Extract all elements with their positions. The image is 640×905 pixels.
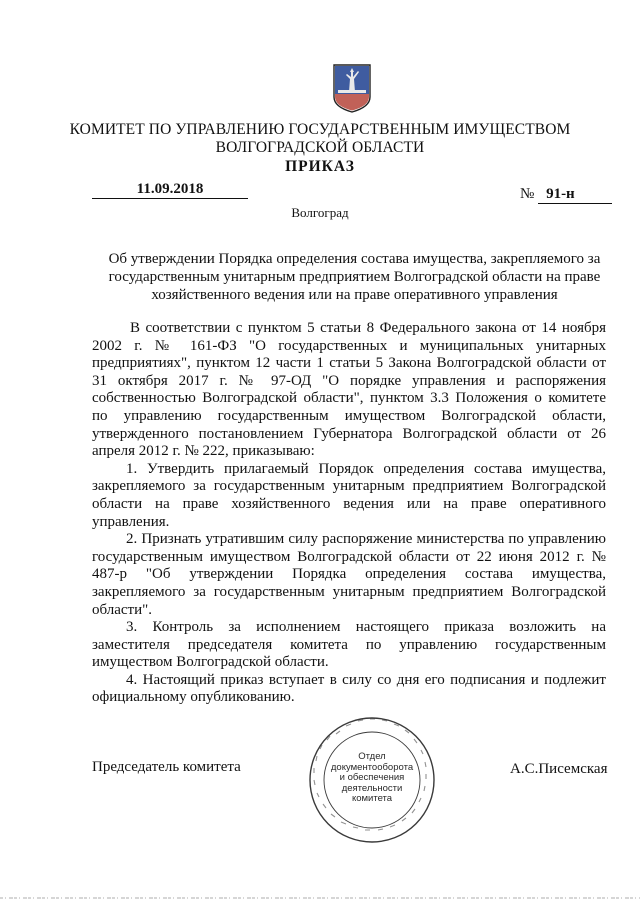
body-paragraph-preamble: В соответствии с пунктом 5 статьи 8 Федерального закона от 14 ноября 2002 г. № 161-ФЗ "О государственных и муниципальных унитарных предприятиях", пунктом 12 части 1 статьи 5 Закона Волгоградской области от 31 октября 2017 г. № 97-ОД "О порядке управления и распоряжения собственностью Волгоградской области", пунктом 3.3 Положения о комитете по управлению государственным имуществом Волгоградской области, утвержденного постановлением Губернатора Волгоградской области от 26 апреля 2012 г. № 222, приказываю: <box>92 320 606 460</box>
document-date: 11.09.2018 <box>92 181 248 199</box>
stamp-text-line: и обеспечения <box>339 772 405 783</box>
stamp-text-line: Отдел <box>358 751 386 762</box>
body-paragraph-item-4: 4. Настоящий приказ вступает в силу со дня его подписания и подлежит официальному опубликованию. <box>92 671 606 706</box>
document-number-label: № <box>520 186 535 202</box>
organization-name-line1: КОМИТЕТ ПО УПРАВЛЕНИЮ ГОСУДАРСТВЕННЫМ ИМУЩЕСТВОМ <box>69 121 571 138</box>
signatory-name: А.С.Писемская <box>510 761 608 777</box>
stamp-text-line: документооборота <box>330 761 414 773</box>
body-paragraph-item-3: 3. Контроль за исполнением настоящего приказа возложить на заместителя председателя комитета по управлению государственным имуществом Волгоградской области. <box>92 619 606 671</box>
body-paragraph-item-2: 2. Признать утратившим силу распоряжение министерства по управлению государственным имуществом Волгоградской области от 22 июня 2012 г. № 487-р "Об утверждении Порядка определения состава имущества, закрепляемого за государственным унитарным предприятием Волгоградской области". <box>92 531 606 618</box>
document-city: Волгоград <box>291 205 349 220</box>
signatory-position: Председатель комитета <box>92 759 241 775</box>
office-stamp-text <box>316 752 428 805</box>
stamp-text-line: комитета <box>351 793 393 804</box>
document-number <box>520 186 612 204</box>
document-number-value: 91-н <box>538 186 612 204</box>
scan-edge-noise <box>0 896 640 900</box>
document-subject: Об утверждении Порядка определения состава имущества, закрепляемого за государственным унитарным предприятием Волгоградской области на праве хозяйственного ведения или на праве оперативного управления <box>108 251 601 303</box>
coat-of-arms-icon <box>332 63 372 113</box>
document-type-title: ПРИКАЗ <box>285 158 355 175</box>
document-body <box>92 320 606 707</box>
body-paragraph-item-1: 1. Утвердить прилагаемый Порядок определения состава имущества, закрепляемого за государственным унитарным предприятием Волгоградской области на праве хозяйственного ведения или на праве оперативного управления. <box>92 460 606 530</box>
stamp-text-line: деятельности <box>341 782 403 794</box>
organization-name-line2: ВОЛГОГРАДСКОЙ ОБЛАСТИ <box>215 139 425 156</box>
